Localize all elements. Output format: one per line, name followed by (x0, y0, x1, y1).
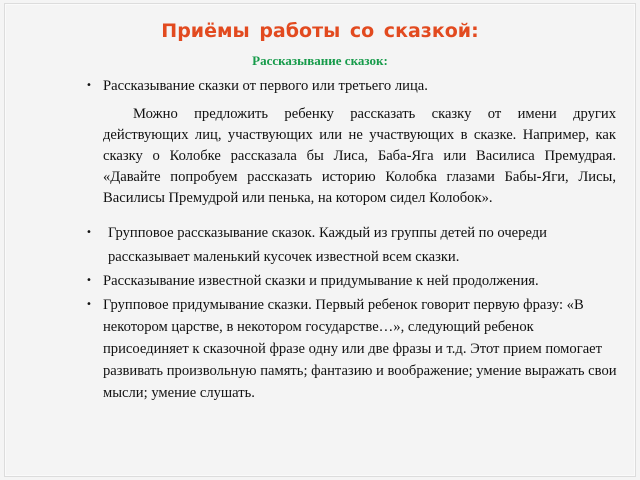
list-item-text: Групповое придумывание сказки. Первый ребенок говорит первую фразу: «В некотором царстве, в некотором государстве…», следующий ребенок присоединяет к сказочной фразе одну или две фразы и т.д. Этот прием помогает развивать произвольную память; фантазию и воображение; умение выражать свои мысли; умение слушать. (103, 297, 617, 401)
list-item-text: Рассказывание сказки от первого или третьего лица. (103, 78, 428, 94)
bullet-marker: • (86, 80, 92, 91)
slide-subtitle: Рассказывание сказок: (252, 53, 388, 68)
bullet-marker: • (86, 275, 92, 286)
list-item-text: Групповое рассказывание сказок. Каждый из группы детей по очереди (108, 225, 547, 241)
list-item-text: рассказывает маленький кусочек известной всем сказки. (108, 249, 460, 265)
list-item-text: Рассказывание известной сказки и придумывание к ней продолжения. (103, 273, 539, 289)
bullet-marker: • (86, 227, 92, 238)
bullet-marker: • (86, 299, 92, 310)
example-paragraph: Можно предложить ребенку рассказать сказку от имени других действующих лиц, участвующих или не участвующих в сказке. Например, как сказку о Колобке рассказала бы Лиса, Баба-Яга или Василиса Премудрая. «Давайте попробуем рассказать историю Колобка глазами Бабы-Яги, Лисы, Василисы Премудрой или пенька, на котором сидел Колобок». (103, 106, 616, 206)
slide-title: Приёмы работы со сказкой: (161, 20, 479, 42)
